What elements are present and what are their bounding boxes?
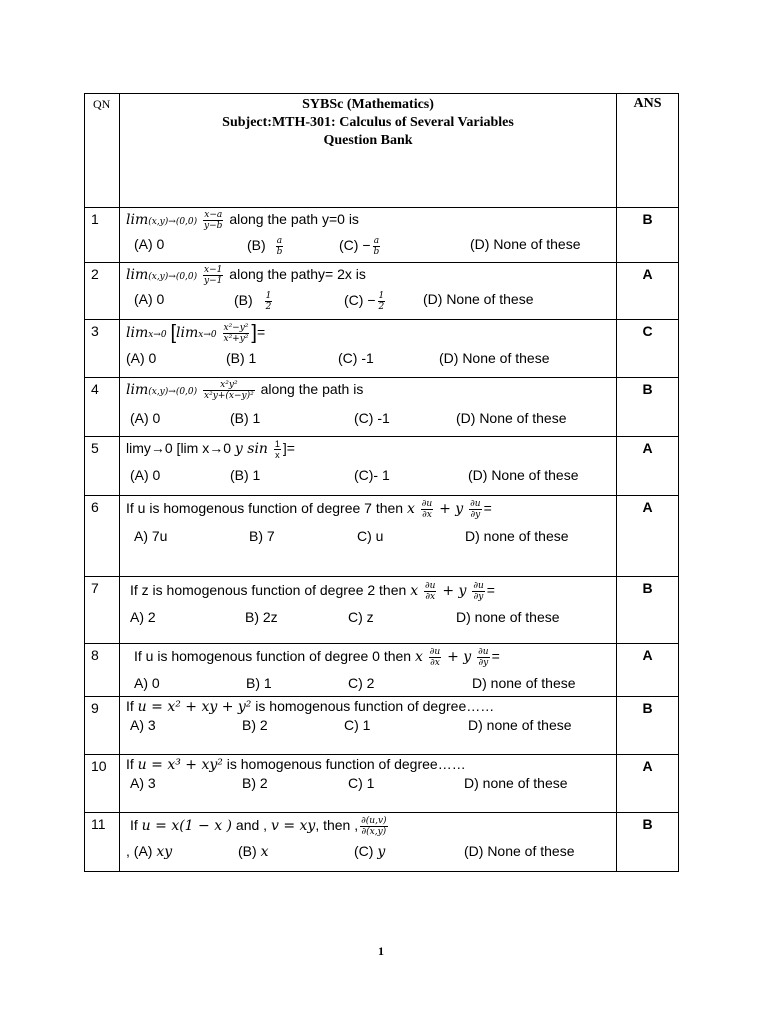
option-a: A) 3 — [130, 775, 156, 791]
option-d: (D) None of these — [470, 236, 581, 252]
math-expression: y sin — [234, 441, 268, 458]
question-text: , then , — [315, 817, 359, 834]
question-stem — [120, 496, 616, 526]
option-a: (A) 0 — [126, 350, 157, 366]
option-c: C) u — [357, 528, 384, 544]
fraction — [469, 499, 481, 520]
option-b: (B) — [247, 237, 266, 254]
fraction — [424, 581, 436, 602]
page-title — [120, 94, 616, 150]
fraction — [429, 647, 441, 668]
option-b: (B) — [234, 292, 253, 309]
option-d: D) none of these — [465, 528, 569, 544]
fraction-denominator: x — [275, 450, 280, 460]
fraction-denominator: ∂x — [422, 510, 432, 520]
question-row-11 — [85, 813, 679, 872]
answer: B — [642, 580, 653, 596]
fraction-numerator: ∂(u,v) — [361, 816, 387, 826]
title-line-1: SYBSc (Mathematics) — [302, 97, 434, 112]
question-text: along the path is — [256, 381, 364, 398]
question-row-5 — [85, 437, 679, 496]
question-text: and , — [232, 817, 271, 834]
fraction-numerator: ∂u — [478, 647, 489, 657]
fraction-numerator: x−a — [204, 210, 223, 220]
options — [120, 234, 616, 256]
option-a: A) 3 — [130, 717, 156, 733]
fraction-denominator: y−b — [204, 221, 223, 231]
question-row-10 — [85, 755, 679, 813]
question-number: 2 — [91, 266, 99, 282]
question-number: 10 — [91, 758, 107, 774]
fraction — [477, 647, 489, 668]
question-stem — [120, 644, 616, 673]
option-b: B) 7 — [249, 528, 275, 544]
fraction-denominator: ∂y — [470, 510, 481, 520]
fraction — [203, 380, 255, 401]
options — [120, 715, 616, 737]
question-number: 7 — [91, 580, 99, 596]
fraction-denominator: y−1 — [204, 276, 223, 286]
question-stem — [120, 437, 616, 465]
header-row — [85, 94, 679, 208]
question-stem — [120, 378, 616, 408]
fraction — [421, 499, 433, 520]
question-text: If u is homogenous function of degree 0 then — [134, 648, 415, 665]
question-text: If u is homogenous function of degree 7 then — [126, 500, 407, 517]
option-d: D) none of these — [464, 775, 568, 791]
fraction — [274, 439, 281, 460]
question-text: If z is homogenous function of degree 2 then — [130, 582, 411, 599]
options — [120, 673, 616, 695]
answer: B — [642, 381, 653, 397]
header-qn: QN — [93, 97, 111, 111]
question-number: 1 — [91, 211, 99, 227]
option-a: A) 2 — [130, 609, 156, 625]
title-line-2: Subject:MTH-301: Calculus of Several Variables — [222, 115, 514, 130]
fraction-denominator: ∂x — [430, 658, 440, 668]
option-a: , (A) — [126, 843, 153, 859]
option-c: C) 2 — [348, 675, 375, 691]
option-d: (D) None of these — [464, 843, 575, 859]
lim-subscript: x→0 — [198, 330, 217, 341]
question-number: 4 — [91, 381, 99, 397]
option-c: C) 1 — [344, 717, 371, 733]
option-c: (C) -1 — [354, 410, 390, 426]
lim-subscript: (x,y)→(0,0) — [148, 217, 198, 228]
question-stem — [120, 577, 616, 607]
question-text: ]= — [282, 440, 295, 457]
option-c: C) z — [348, 609, 374, 625]
fraction — [378, 291, 386, 312]
fraction-numerator: a — [373, 236, 380, 246]
question-number: 5 — [91, 440, 99, 456]
right-bracket: ] — [251, 322, 257, 344]
equals-sign: = — [486, 582, 495, 599]
lim-subscript: x→0 — [148, 330, 167, 341]
answer: B — [642, 700, 653, 716]
options — [120, 607, 616, 629]
math-expression: + y — [447, 649, 472, 666]
question-number: 3 — [91, 323, 99, 339]
option-a: (A) 0 — [130, 410, 161, 426]
fraction-numerator: x²y² — [203, 380, 255, 391]
question-text: is homogenous function of degree…… — [222, 756, 466, 772]
question-stem — [120, 208, 616, 234]
option-a: (A) 0 — [130, 467, 161, 483]
option-b: B) 2 — [242, 775, 268, 791]
answer: B — [642, 816, 653, 832]
fraction-denominator: ∂x — [425, 592, 436, 602]
option-b-value: x — [260, 844, 269, 860]
option-b: (B) — [238, 843, 257, 859]
fraction-numerator: x−1 — [204, 265, 223, 275]
answer: B — [642, 211, 653, 227]
question-text: along the pathy= 2x is — [225, 266, 366, 283]
equals-sign: = — [483, 500, 492, 517]
answer: A — [642, 499, 653, 515]
fraction-numerator: ∂u — [473, 581, 484, 591]
options — [120, 841, 616, 863]
options — [120, 526, 616, 548]
fraction-numerator: ∂u — [424, 581, 436, 591]
option-a-value: xy — [156, 844, 173, 860]
header-ans: ANS — [633, 96, 662, 111]
fraction-denominator: ∂y — [473, 592, 484, 602]
option-d: (D) None of these — [423, 291, 534, 307]
question-number: 8 — [91, 647, 99, 663]
question-prefix: If — [130, 817, 142, 834]
option-c: (C) — [354, 843, 374, 859]
fraction — [223, 323, 250, 344]
fraction — [203, 265, 223, 286]
question-number: 11 — [91, 816, 106, 832]
question-prefix: If — [126, 698, 138, 714]
option-d: D) none of these — [456, 609, 560, 625]
math-expression: + y — [442, 583, 467, 600]
fraction-numerator: 1 — [265, 291, 272, 301]
answer: A — [642, 647, 653, 663]
math-expression: x — [406, 501, 415, 518]
lim-symbol: lim — [126, 212, 149, 229]
question-prefix: limy→0 [lim x→0 — [126, 440, 235, 457]
options — [120, 348, 616, 370]
option-b: B) 1 — [246, 675, 272, 691]
question-text: = — [256, 324, 266, 341]
fraction-denominator: 2 — [265, 302, 272, 312]
math-expression: x — [410, 583, 419, 600]
option-b: (B) 1 — [230, 410, 261, 426]
option-c-value: y — [377, 844, 386, 860]
fraction-denominator: 2 — [378, 302, 385, 312]
options — [120, 465, 616, 487]
math-expression: x — [414, 649, 423, 666]
question-row-1 — [85, 208, 679, 263]
option-b: B) 2 — [242, 717, 268, 733]
fraction-numerator: 1 — [274, 439, 280, 449]
fraction-denominator: x²y+(x−y)² — [204, 391, 254, 401]
answer: A — [642, 266, 653, 282]
options — [120, 773, 616, 795]
question-prefix: If — [126, 756, 138, 772]
option-b: (B) 1 — [226, 350, 257, 366]
option-d: D) none of these — [468, 717, 572, 733]
option-b: B) 2z — [245, 609, 278, 625]
question-stem — [120, 697, 616, 715]
question-stem — [120, 320, 616, 348]
lim-subscript: (x,y)→(0,0) — [148, 387, 198, 398]
title-line-3: Question Bank — [323, 133, 413, 148]
option-d: (D) None of these — [456, 410, 567, 426]
left-bracket: [ — [170, 322, 177, 344]
fraction-numerator: ∂u — [421, 499, 433, 509]
math-expression: u = x(1 − x ) — [141, 818, 233, 835]
fraction-numerator: ∂u — [470, 499, 481, 509]
option-a: (A) 0 — [134, 236, 165, 252]
answer: A — [642, 440, 653, 456]
fraction — [203, 210, 223, 231]
fraction — [360, 816, 387, 837]
question-number: 6 — [91, 499, 99, 515]
question-text: along the path y=0 is — [225, 211, 359, 228]
option-c: (C)- 1 — [354, 467, 390, 483]
option-d: (D) None of these — [439, 350, 550, 366]
fraction-denominator: b — [373, 247, 380, 257]
question-row-7 — [85, 577, 679, 644]
question-bank-table — [84, 93, 679, 872]
fraction-numerator: x²−y² — [223, 323, 249, 333]
equals-sign: = — [491, 648, 500, 665]
math-expression: u = x³ + xy² — [137, 757, 223, 773]
fraction-denominator: b — [276, 247, 283, 257]
lim-symbol: lim — [176, 325, 199, 342]
page-number: 1 — [378, 944, 384, 958]
option-a: A) 7u — [134, 528, 168, 544]
fraction-denominator: x²+y² — [223, 334, 249, 344]
lim-subscript: (x,y)→(0,0) — [148, 272, 198, 283]
fraction — [276, 236, 284, 257]
options — [120, 289, 616, 311]
lim-symbol: lim — [126, 267, 149, 284]
math-expression: v = xy — [270, 818, 316, 835]
answer: A — [642, 758, 653, 774]
answer: C — [642, 323, 653, 339]
fraction-denominator: ∂y — [478, 658, 489, 668]
option-d: (D) None of these — [468, 467, 579, 483]
fraction — [373, 236, 381, 257]
option-c: (C) − — [339, 237, 371, 254]
option-c: C) 1 — [348, 775, 375, 791]
option-c: (C) -1 — [338, 350, 374, 366]
question-row-4 — [85, 378, 679, 437]
question-number: 9 — [91, 700, 99, 716]
option-c: (C) − — [344, 292, 376, 309]
math-expression: + y — [439, 501, 464, 518]
option-b: (B) 1 — [230, 467, 261, 483]
fraction-numerator: a — [276, 236, 283, 246]
option-a: (A) 0 — [134, 291, 165, 307]
option-a: A) 0 — [134, 675, 160, 691]
question-stem — [120, 813, 616, 841]
question-row-8 — [85, 644, 679, 697]
lim-symbol: lim — [126, 325, 149, 342]
option-d: D) none of these — [472, 675, 576, 691]
options — [120, 408, 616, 430]
question-stem — [120, 755, 616, 773]
question-stem — [120, 263, 616, 289]
lim-symbol: lim — [126, 382, 149, 399]
fraction-numerator: ∂u — [429, 647, 441, 657]
question-row-2 — [85, 263, 679, 320]
question-row-9 — [85, 697, 679, 755]
math-expression: u = x² + xy + y² — [137, 699, 252, 715]
fraction-numerator: 1 — [378, 291, 385, 301]
fraction — [265, 291, 273, 312]
question-row-6 — [85, 496, 679, 577]
fraction-denominator: ∂(x,y) — [361, 827, 387, 837]
fraction — [472, 581, 484, 602]
question-text: is homogenous function of degree…… — [251, 698, 495, 714]
question-row-3 — [85, 320, 679, 378]
